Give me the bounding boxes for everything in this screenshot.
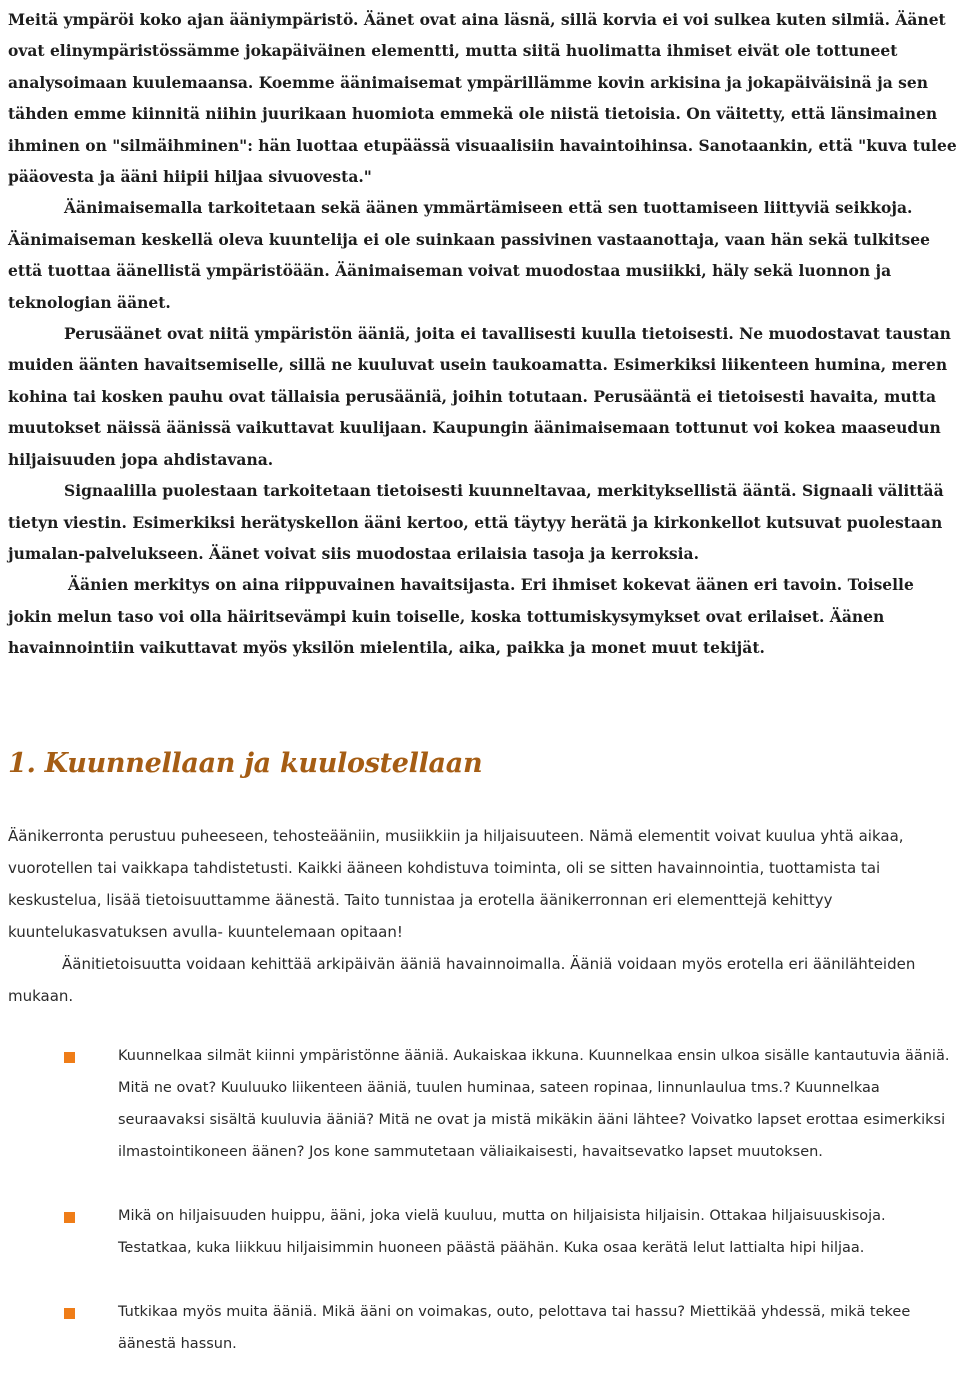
- section-paragraph-1: Äänikerronta perustuu puheeseen, tehosteääniin, musiikkiin ja hiljaisuuteen. Nämä elementit voivat kuulua yhtä aikaa, vuorotellen tai vaikkapa tahdistetusti. Kaikki ääneen kohdistuva toiminta, oli se sitten havainnointia, tuottamista tai keskustelua, lisää tietoisuuttamme äänestä. Taito tunnistaa ja erotella äänikerronnan eri elementtejä kehittyy kuuntelukasvatuksen avulla- kuuntelemaan opitaan!: [8, 827, 904, 941]
- square-bullet-icon: [64, 1212, 75, 1223]
- list-item: [8, 1200, 958, 1264]
- intro-text: [8, 4, 958, 664]
- bullet-list: [8, 1040, 958, 1360]
- section-heading: 1. Kuunnellaan ja kuulostellaan: [8, 748, 483, 779]
- intro-paragraph-5: Äänien merkitys on aina riippuvainen havaitsijasta. Eri ihmiset kokevat äänen eri tavoin. Toiselle jokin melun taso voi olla häiritsevämpi kuin toiselle, koska tottumiskysymykset ovat erilaiset. Äänen havainnointiin vaikuttavat myös yksilön mielentila, aika, paikka ja monet muut tekijät.: [8, 575, 914, 658]
- list-item-text: Mikä on hiljaisuuden huippu, ääni, joka vielä kuuluu, mutta on hiljaisista hiljaisin. Ottakaa hiljaisuuskisoja. Testatkaa, kuka liikkuu hiljaisimmin huoneen päästä päähän. Kuka osaa kerätä lelut lattialta hipi hiljaa.: [118, 1208, 886, 1256]
- list-item: [8, 1296, 958, 1360]
- list-item-text: Kuunnelkaa silmät kiinni ympäristönne ääniä. Aukaiskaa ikkuna. Kuunnelkaa ensin ulkoa sisälle kantautuvia ääniä. Mitä ne ovat? Kuuluuko liikenteen ääniä, tuulen huminaa, sateen ropinaa, linnunlaulua tms.? Kuunnelkaa seuraavaksi sisältä kuuluvia ääniä? Mitä ne ovat ja mistä mikäkin ääni lähtee? Voivatko lapset erottaa esimerkiksi ilmastointikoneen äänen? Jos kone sammutetaan väliaikaisesti, havaitsevatko lapset muutoksen.: [118, 1048, 950, 1160]
- list-item: [8, 1040, 958, 1168]
- section-body: [8, 820, 958, 1012]
- intro-paragraph-2: Äänimaisemalla tarkoitetaan sekä äänen ymmärtämiseen että sen tuottamiseen liittyviä seikkoja. Äänimaiseman keskellä oleva kuuntelija ei ole suinkaan passivinen vastaanottaja, vaan hän sekä tulkitsee että tuottaa äänellistä ympäristöään. Äänimaiseman voivat muodostaa musiikki, häly sekä luonnon ja teknologian äänet.: [8, 198, 931, 312]
- intro-paragraph-4: Signaalilla puolestaan tarkoitetaan tietoisesti kuunneltavaa, merkityksellistä ääntä. Signaali välittää tietyn viestin. Esimerkiksi herätyskellon ääni kertoo, että täytyy herätä ja kirkonkellot kutsuvat puolestaan jumalan-palvelukseen. Äänet voivat siis muodostaa erilaisia tasoja ja kerroksia.: [8, 481, 944, 563]
- square-bullet-icon: [64, 1052, 75, 1063]
- list-item-text: Tutkikaa myös muita ääniä. Mikä ääni on voimakas, outo, pelottava tai hassu? Miettikää yhdessä, mikä tekee äänestä hassun.: [118, 1304, 911, 1352]
- square-bullet-icon: [64, 1308, 75, 1319]
- section-paragraph-2: Äänitietoisuutta voidaan kehittää arkipäivän ääniä havainnoimalla. Ääniä voidaan myös erotella eri äänilähteiden mukaan.: [8, 955, 916, 1005]
- intro-paragraph-1: Meitä ympäröi koko ajan ääniympäristö. Äänet ovat aina läsnä, sillä korvia ei voi sulkea kuten silmiä. Äänet ovat elinympäristössämme jokapäiväinen elementti, mutta siitä huolimatta ihmiset eivät ole tottuneet analysoimaan kuulemaansa. Koemme äänimaisemat ympärillämme kovin arkisina ja jokapäiväisinä ja sen tähden emme kiinnitä niihin juurikaan huomiota emmekä ole niistä tietoisia. On väitetty, että länsimainen ihminen on "silmäihminen": hän luottaa etupäässä visuaalisiin havaintoihinsa. Sanotaankin, että "kuva tulee pääovesta ja ääni hiipii hiljaa sivuovesta.": [8, 10, 957, 187]
- intro-paragraph-3: Perusäänet ovat niitä ympäristön ääniä, joita ei tavallisesti kuulla tietoisesti. Ne muodostavat taustan muiden äänten havaitsemiselle, sillä ne kuuluvat usein taukoamatta. Esimerkiksi liikenteen humina, meren kohina tai kosken pauhu ovat tällaisia perusääniä, joihin totutaan. Perusääntä ei tietoisesti havaita, mutta muutokset näissä äänissä vaikuttavat kuulijaan. Kaupungin äänimaisemaan tottunut voi kokea maaseudun hiljaisuuden jopa ahdistavana.: [8, 324, 951, 469]
